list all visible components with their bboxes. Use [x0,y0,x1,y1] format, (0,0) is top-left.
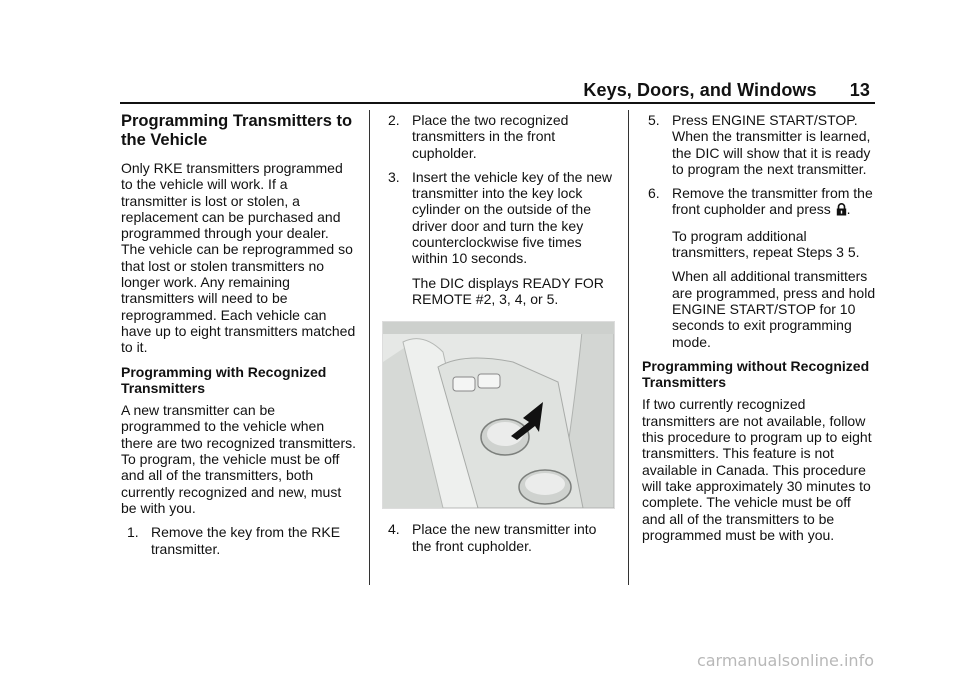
page-number: 13 [849,80,870,100]
step-text: Press ENGINE START/STOP. When the transmitter is learned, the DIC will show that it is ready to program the next transmitter. [672,112,871,177]
column-divider-1 [369,110,370,585]
step-number: 4. [388,521,400,538]
column-divider-2 [628,110,629,585]
step-5 [642,112,877,177]
step-6 [642,185,877,220]
subheading-recognized: Programming with Recognized Transmitters [121,363,327,396]
watermark: carmanualsonline.info [696,651,874,670]
recognized-paragraph: A new transmitter can be programmed to the vehicle when there are two recognized transmitters. To program, the vehicle must be off and all of the transmitters, both currently recognized and new, must be with you. [121,402,356,516]
column-middle [382,112,618,562]
step-text-end: . [846,201,851,218]
step-6-note-2: When all additional transmitters are programmed, press and hold ENGINE START/STOP for 10 seconds to exit programming mode. [672,268,876,350]
section-title: Keys, Doors, and Windows [583,80,817,100]
intro-paragraph: Only RKE transmitters programmed to the vehicle will work. If a transmitter is lost or stolen, a replacement can be purchased and programmed through your dealer. The vehicle can be reprogrammed so that lost or stolen transmitters no longer work. Any remaining transmitters will need to be reprogrammed. Each vehicle can have up to eight transmitters matched to it. [121,160,356,356]
step-number: 2. [388,112,400,128]
step-text: Insert the vehicle key of the new transmitter into the key lock cylinder on the outside of the driver door and turn the key counterclockwise five times within 10 seconds. [412,168,612,267]
subheading-unrecognized: Programming without Recognized Transmitters [642,357,870,391]
lock-icon [836,203,847,219]
step-text: Remove the transmitter from the front cupholder and press [672,185,873,218]
column-left [121,112,356,565]
step-text: Place the new transmitter into the front cupholder. [412,521,597,554]
step-text: Remove the key from the RKE transmitter. [151,524,341,557]
step-text: Place the two recognized transmitters in the front cupholder. [412,112,569,161]
cupholder-illustration [382,321,615,509]
header-rule [120,102,875,104]
step-6-note-1: To program additional transmitters, repeat Steps 3 5. [672,227,860,261]
page-header [583,80,870,101]
step-3 [382,169,618,267]
step-2 [382,112,618,161]
section-heading: Programming Transmitters to the Vehicle [121,112,353,149]
step-1 [121,524,356,557]
unrecognized-paragraph: If two currently recognized transmitters are not available, follow this procedure to program up to eight transmitters. This feature is not available in Canada. This procedure will take approximately 30 minutes to complete. The vehicle must be off and all of the transmitters to be programmed must be with you. [642,396,872,543]
step-number: 1. [127,524,139,541]
cupholder-figure-svg [383,322,614,508]
step-4 [382,521,618,554]
column-right [642,112,877,551]
step-number: 3. [388,168,400,185]
step-3-note: The DIC displays READY FOR REMOTE #2, 3, 4, or 5. [412,274,604,307]
step-number: 6. [648,185,660,202]
step-number: 5. [648,112,660,128]
